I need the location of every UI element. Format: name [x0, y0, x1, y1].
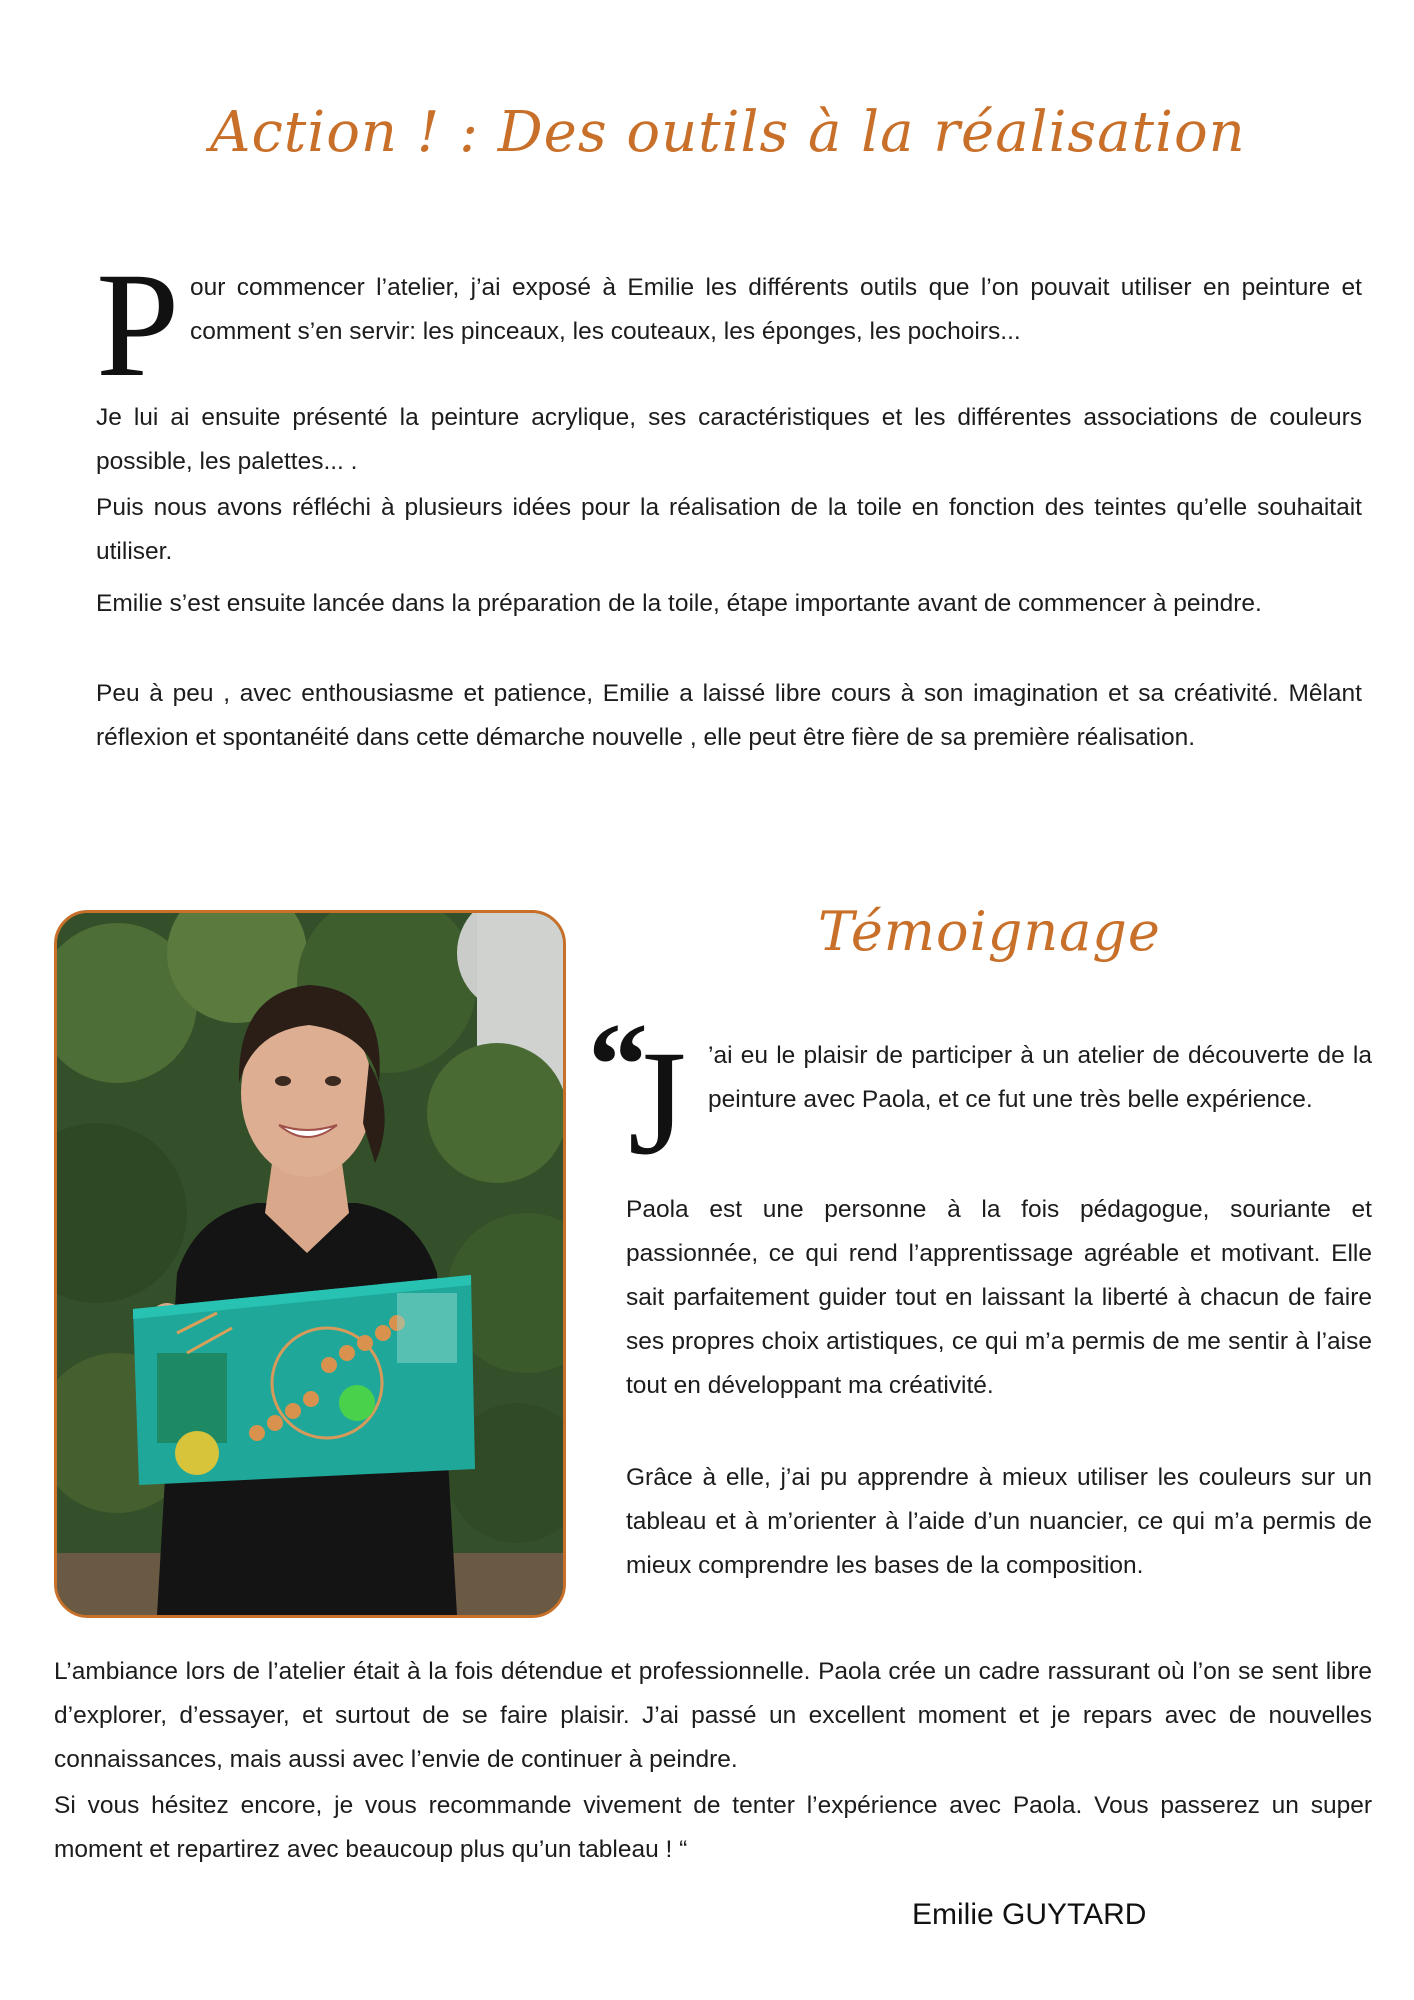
intro-paragraph: our commencer l’atelier, j’ai exposé à Emilie les différents outils que l’on pouvait utiliser en peinture et comment s’en servir: les pinceaux, les couteaux, les éponges, les pochoirs... — [190, 274, 1362, 345]
photo-illustration — [57, 913, 563, 1615]
testimony-paragraph-2: Paola est une personne à la fois pédagogue, souriante et passionnée, ce qui rend l’apprentissage agréable et motivant. Elle sait parfaitement guider tout en laissant la liberté à chacun de faire ses propres choix artistiques, ce qui m’a permis de me sentir à l’aise tout en développant ma créativité. — [626, 1196, 1372, 1399]
testimony-paragraph-1: ’ai eu le plaisir de participer à un atelier de découverte de la peinture avec Paola, et ce fut une très belle expérience. — [708, 1042, 1372, 1113]
section-title-action: Action ! : Des outils à la réalisation — [210, 100, 1246, 165]
painting-canvas — [133, 1275, 475, 1485]
paragraph-ideas: Puis nous avons réfléchi à plusieurs idées pour la réalisation de la toile en fonction des teintes qu’elle souhaitait utiliser. — [96, 494, 1362, 565]
photo-emilie-with-painting — [54, 910, 566, 1618]
paragraph-preparation: Emilie s’est ensuite lancée dans la préparation de la toile, étape importante avant de commencer à peindre. — [96, 590, 1262, 617]
dropcap-letter-j: J — [628, 1020, 687, 1186]
open-quote-mark: “ — [588, 998, 648, 1131]
testimony-paragraph-3: Grâce à elle, j’ai pu apprendre à mieux utiliser les couleurs sur un tableau et à m’orienter à l’aide d’un nuancier, ce qui m’a permis de mieux comprendre les bases de la composition. — [626, 1464, 1372, 1579]
testimony-paragraph-4: L’ambiance lors de l’atelier était à la fois détendue et professionnelle. Paola crée un cadre rassurant où l’on se sent libre d’explorer, d’essayer, et surtout de se faire plaisir. J’ai passé un excellent moment et je repars avec de nouvelles connaissances, mais aussi avec l’envie de continuer à peindre. — [54, 1658, 1372, 1773]
testimony-paragraph-5: Si vous hésitez encore, je vous recommande vivement de tenter l’expérience avec Paola. Vous passerez un super moment et repartirez avec beaucoup plus qu’un tableau ! “ — [54, 1792, 1372, 1863]
section-title-testimony: Témoignage — [818, 900, 1161, 963]
dropcap-letter: P — [96, 242, 180, 408]
paragraph-creativity: Peu à peu , avec enthousiasme et patience, Emilie a laissé libre cours à son imagination et sa créativité. Mêlant réflexion et spontanéité dans cette démarche nouvelle , elle peut être fière de sa première réalisation. — [96, 680, 1362, 751]
signature: Emilie GUYTARD — [912, 1898, 1147, 1931]
paragraph-acrylic: Je lui ai ensuite présenté la peinture acrylique, ses caractéristiques et les différentes associations de couleurs possible, les palettes... . — [96, 404, 1362, 475]
